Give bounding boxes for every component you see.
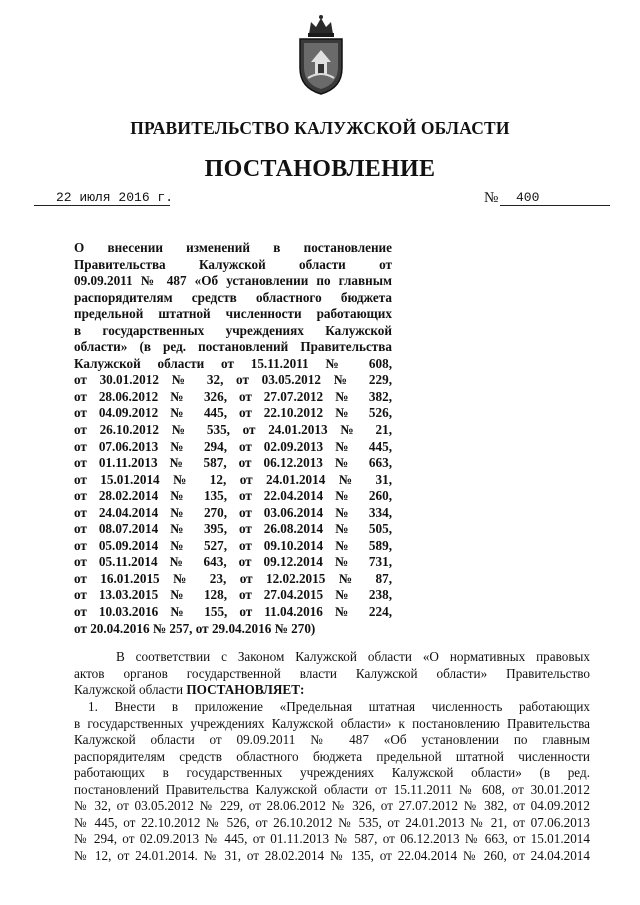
item-1-line: в государственных учреждениях Калужской области» к постановлению Правительства xyxy=(74,715,590,731)
subject-line: от 05.11.2014 № 643, от 09.12.2014 № 731, xyxy=(74,554,392,570)
item-1-line: № 12, от 24.01.2014. № 31, от 28.02.2014 № 135, от 22.04.2014 № 260, от 24.04.2014 xyxy=(74,847,590,863)
preamble-line: актов органов государственной власти Калужской области» Правительство xyxy=(74,665,590,681)
subject-line: от 01.11.2013 № 587, от 06.12.2013 № 663, xyxy=(74,455,392,471)
subject-line: от 07.06.2013 № 294, от 02.09.2013 № 445, xyxy=(74,438,392,454)
government-name: ПРАВИТЕЛЬСТВО КАЛУЖСКОЙ ОБЛАСТИ xyxy=(130,118,510,138)
item-1-line: Калужской области от 09.09.2011 № 487 «Об установлении по главным xyxy=(74,732,590,748)
subject-line: от 24.04.2014 № 270, от 03.06.2014 № 334, xyxy=(74,504,392,520)
subject-line: распорядителям средств областного бюджета xyxy=(74,289,392,305)
preamble-paragraph xyxy=(74,649,590,699)
subject-line: от 26.10.2012 № 535, от 24.01.2013 № 21, xyxy=(74,422,392,438)
preamble-line: В соответствии с Законом Калужской области «О нормативных правовых xyxy=(116,649,590,664)
item-1-line: 1. Внести в приложение «Предельная штатная численность работающих xyxy=(88,699,590,714)
subject-line: от 04.09.2012 № 445, от 22.10.2012 № 526, xyxy=(74,405,392,421)
item-1-line: распорядителям средств областного бюджета предельной штатной численности xyxy=(74,748,590,764)
subject-line: от 15.01.2014 № 12, от 24.01.2014 № 31, xyxy=(74,471,392,487)
subject-line: 09.09.2011 № 487 «Об установлении по главным xyxy=(74,273,392,289)
subject-line: от 20.04.2016 № 257, от 29.04.2016 № 270) xyxy=(74,620,316,636)
subject-line: от 10.03.2016 № 155, от 11.04.2016 № 224, xyxy=(74,604,392,620)
subject-line: от 30.01.2012 № 32, от 03.05.2012 № 229, xyxy=(74,372,392,388)
item-1-line: № 294, от 02.09.2013 № 445, от 01.11.2013 № 587, от 06.12.2013 № 663, от 15.01.2014 xyxy=(74,831,590,847)
document-date: 22 июля 2016 г. xyxy=(34,190,170,206)
subject-line: от 05.09.2014 № 527, от 09.10.2014 № 589, xyxy=(74,537,392,553)
preamble-line xyxy=(74,682,590,699)
number-label: № xyxy=(484,190,499,206)
subject-line: Правительства Калужской области от xyxy=(74,256,392,272)
item-1-line: постановлений Правительства Калужской области от 15.11.2011 № 608, от 30.01.2012 xyxy=(74,781,590,797)
document-subject xyxy=(74,240,392,637)
subject-line: от 08.07.2014 № 395, от 26.08.2014 № 505, xyxy=(74,521,392,537)
subject-line: от 13.03.2015 № 128, от 27.04.2015 № 238, xyxy=(74,587,392,603)
subject-line: от 16.01.2015 № 23, от 12.02.2015 № 87, xyxy=(74,570,392,586)
subject-line: от 28.06.2012 № 326, от 27.07.2012 № 382, xyxy=(74,388,392,404)
item-1-line: № 445, от 22.10.2012 № 526, от 26.10.2012 № 535, от 24.01.2013 № 21, от 07.06.2013 xyxy=(74,814,590,830)
item-1-line: № 32, от 03.05.2012 № 229, от 28.06.2012 № 326, от 27.07.2012 № 382, от 04.09.2012 xyxy=(74,798,590,814)
subject-line: Калужской области от 15.11.2011 № 608, xyxy=(74,355,392,371)
document-number: 400 xyxy=(500,190,610,206)
preamble-text: Калужской области xyxy=(74,682,187,698)
document-type: ПОСТАНОВЛЕНИЕ xyxy=(204,156,436,182)
subject-line: от 28.02.2014 № 135, от 22.04.2014 № 260, xyxy=(74,488,392,504)
coat-of-arms-icon xyxy=(294,12,348,96)
resolves-word: ПОСТАНОВЛЯЕТ: xyxy=(186,682,305,698)
item-1-line: работающих в государственных учреждениях Калужской области» (в ред. xyxy=(74,765,590,781)
item-1-paragraph xyxy=(74,699,590,864)
subject-line: в государственных учреждениях Калужской xyxy=(74,322,392,338)
subject-line: предельной штатной численности работающих xyxy=(74,306,392,322)
subject-line: О внесении изменений в постановление xyxy=(74,240,392,255)
subject-line: области» (в ред. постановлений Правительства xyxy=(74,339,392,355)
